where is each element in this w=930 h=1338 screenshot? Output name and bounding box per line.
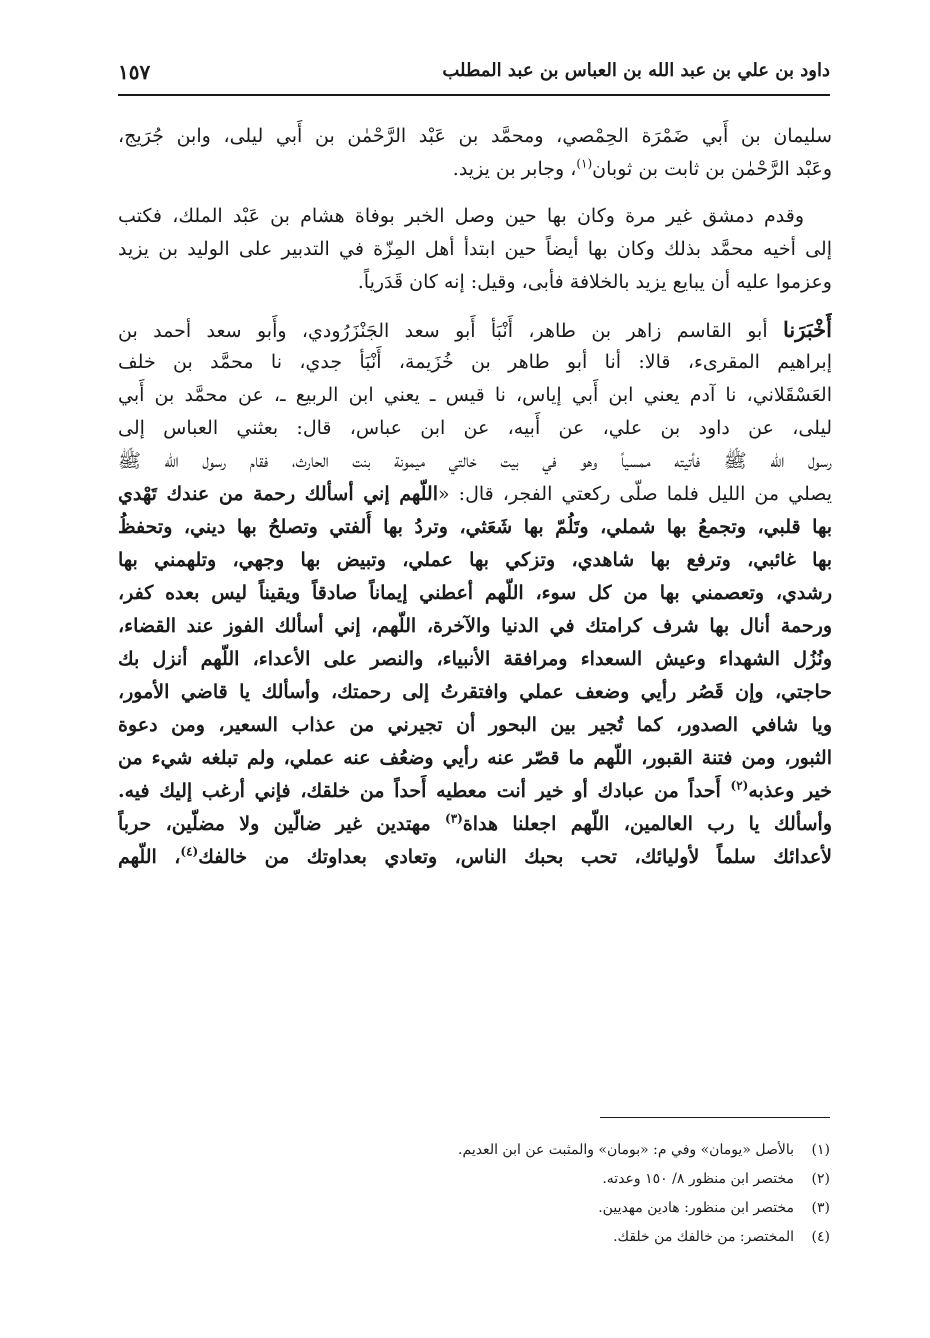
text-span: أبو القاسم زاهر بن طاهر، أَنْبَأ أَبو سعد الجَنْزَرُودي، وأَبو سعد أحمد بن — [118, 320, 784, 342]
prayer-text: اللّهم إني أسألك رحمة من عندك تَهْدي — [118, 483, 439, 505]
text-span: أَحداً من عبادك أو خير أنت معطيه أَحداً من خلقك، فإني أرغب إليك فيه. — [118, 780, 731, 802]
footnote-text: بالأصل «يومان» وفي م: «بومان» والمثبت عن ابن العديم. — [458, 1142, 794, 1158]
footnote-number: (٣) — [811, 1200, 830, 1216]
footnote-item — [190, 1165, 830, 1194]
footnote-number: (٢) — [811, 1171, 830, 1187]
text-span: يصلي من الليل فلما صلّى ركعتي الفجر، قال: « — [438, 483, 832, 505]
prayer-line — [118, 841, 832, 874]
page-number: ١٥٧ — [118, 60, 151, 84]
text-span: مهتدين غير ضالّين ولا مضلّين، حرباً — [118, 813, 445, 835]
text-line: إلى أخيه محمَّد بذلك وكان بها أيضاً حين ابتدأ أهل المِزّة في التدبير على الوليد بن يزيد — [118, 238, 832, 260]
text-line: وعزموا عليه أن يبايع يزيد بالخلافة فأبى، وقيل: إنه كان قَدَرياً. — [357, 271, 832, 293]
prayer-line: ويا شافي الصدور، كما تُجير بين البحور أن تجيرني من عذاب السعير، ومن دعوة — [118, 714, 832, 736]
footnote-item — [190, 1194, 830, 1223]
footnote-ref: (٢) — [730, 778, 749, 793]
text-span: خير وعذبه — [748, 780, 832, 802]
text-span: وعَبْد الرَّحْمٰن بن ثابت بن ثوبان — [592, 158, 832, 180]
prayer-line — [118, 808, 832, 841]
text-line — [118, 478, 832, 511]
text-line — [118, 153, 832, 186]
text-line — [118, 313, 832, 346]
text-line: سليمان بن أَبي ضَمْرَة الحِمْصي، ومحمَّد بن عَبْد الرَّحْمٰن بن أَبي ليلى، وابن جُرَيج، — [118, 125, 832, 147]
prayer-line: رشدي، وتعصمني بها من كل سوء، اللّهم أعطني إيماناً صادقاً ويقيناً ليس بعده كفر، — [118, 582, 832, 604]
text-span: ، اللّهم — [118, 846, 181, 868]
prayer-line: بها غائبي، وترفع بها شاهدي، وتزكي بها عملي، وتبيض بها وجهي، وتلهمني بها — [118, 549, 832, 571]
footnote-item — [190, 1136, 830, 1165]
footnote-ref: (٣) — [445, 811, 463, 826]
text-span: وأسألك يا رب العالمين، اللّهم اجعلنا هداة — [462, 813, 832, 835]
footnote-ref: (٤) — [180, 844, 199, 859]
text-span: لأعدائك سلماً لأوليائك، تحب بحبك الناس، وتعادي بعداوتك من خالفك — [198, 846, 832, 868]
footnote-number: (٤) — [811, 1229, 830, 1245]
running-head: داود بن علي بن عبد الله بن العباس بن عبد المطلب — [442, 60, 830, 81]
footnote-item — [190, 1223, 830, 1252]
text-line: ليلى، عن داود بن علي، عن أَبيه، عن ابن عباس، قال: بعثني العباس إلى — [118, 417, 832, 439]
prayer-line: بها قلبي، وتجمعُ بها شملي، وتَلُمّ بها شَعَثي، وتردُ بها أُلفتي وتصلحُ بها ديني، وتحفظُ — [118, 516, 832, 538]
chain-opener: أَخْبَرَنا — [783, 317, 832, 342]
footnote-number: (١) — [811, 1142, 830, 1158]
prayer-line: الثبور، ومن فتنة القبور، اللّهم ما قصّر عنه رأيي وضعُف عنه عملي، ولم تبلغه شيء من — [118, 747, 832, 769]
text-line: إبراهيم المقرىء، قالا: أنا أبو طاهر بن خُزَيمة، أَنْبَأ جدي، نا محمَّد بن خلف — [118, 351, 832, 373]
text-line: رسول الله ﷺ فأتيته ممسياً وهو في بيت خالتي ميمونة بنت الحارث، فقام رسول الله ﷺ — [118, 450, 832, 472]
page-header — [118, 56, 830, 96]
prayer-line: ورحمة أنال بها شرف كرامتك في الدنيا والآخرة، اللّهم، إني أسألك الفوز عند القضاء، — [118, 615, 832, 637]
footnote-text: المختصر: من خالفك من خلقك. — [613, 1229, 794, 1245]
footnote-divider — [600, 1117, 830, 1118]
text-span: ، وجابر بن يزيد. — [452, 158, 577, 180]
footnote-ref: (١) — [576, 156, 593, 171]
text-line: وقدم دمشق غير مرة وكان بها حين وصل الخبر بوفاة هشام بن عَبْد الملك، فكتب — [118, 205, 804, 227]
main-text — [118, 120, 832, 874]
prayer-line: حاجتي، وإن قَصُر رأيي وضعف عملي وافتقرتُ إلى رحمتك، وأسألك يا قاضي الأمور، — [118, 681, 832, 703]
footnotes — [190, 1136, 830, 1252]
footnote-text: مختصر ابن منظور: هادين مهديين. — [598, 1200, 794, 1216]
footnote-text: مختصر ابن منظور ٨/ ١٥٠ وعدته. — [602, 1171, 794, 1187]
text-line: العَسْقَلاني، نا آدم يعني ابن أَبي إياس، نا قيس ـ يعني ابن الربيع ـ، عن محمَّد بن أَبي — [118, 384, 832, 406]
prayer-line: ونُزُل الشهداء وعيش السعداء ومرافقة الأنبياء، والنصر على الأعداء، اللّهم أنزل بك — [118, 648, 832, 670]
prayer-line — [118, 775, 832, 808]
